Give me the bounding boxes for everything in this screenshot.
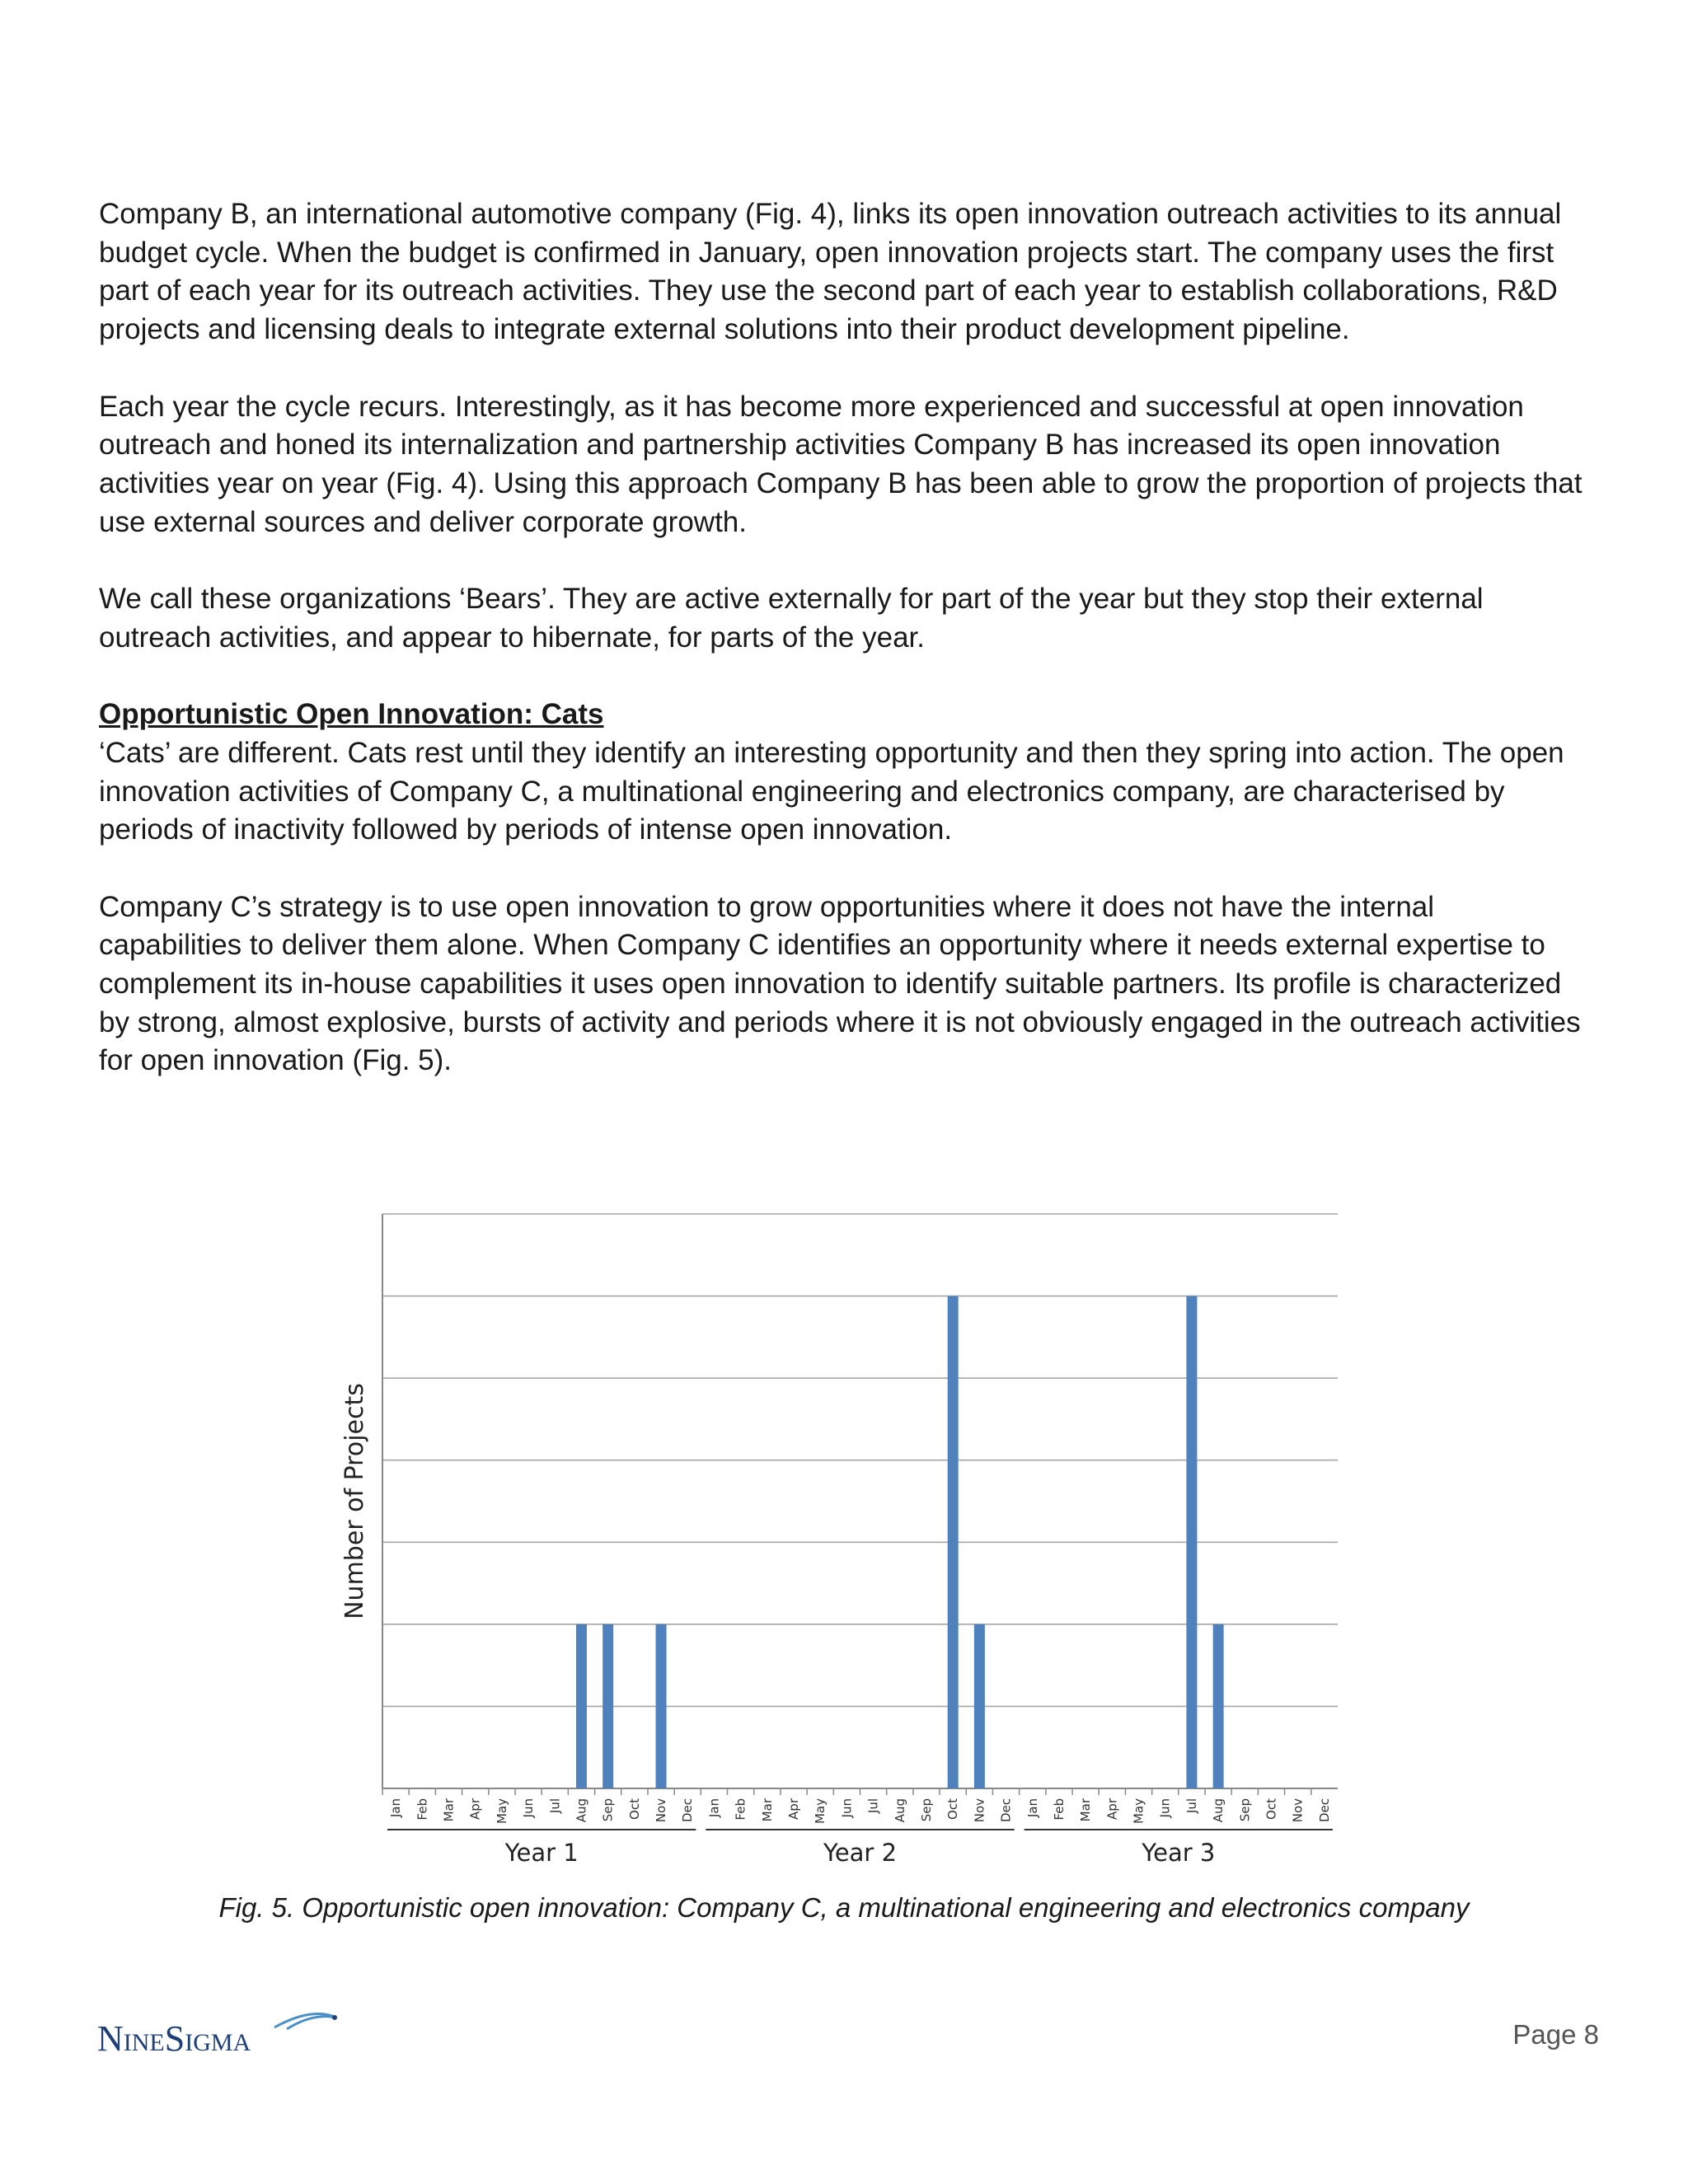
- month-tick-label: Aug: [574, 1798, 589, 1823]
- month-tick-label: Jan: [1025, 1798, 1040, 1818]
- year-group-label: Year 1: [504, 1839, 579, 1867]
- month-tick-label: Oct: [1264, 1798, 1279, 1820]
- logo-swoosh-icon: [274, 2014, 336, 2029]
- projects-bar-chart: [313, 1195, 1385, 1887]
- month-tick-label: Jul: [865, 1798, 881, 1814]
- month-tick-label: Apr: [1104, 1798, 1120, 1820]
- month-tick-label: Aug: [892, 1798, 907, 1823]
- month-tick-label: Dec: [1316, 1798, 1332, 1823]
- month-tick-label: Oct: [945, 1798, 961, 1820]
- paragraph-company-b: Company B, an international automotive company (Fig. 4), links its open innovation outreach activities to its annual budget cycle. When the budget is confirmed in January, open innovation projects start. The company uses the first part of each year for its outreach activities. They use the second part of each year to establish collaborations, R&D projects and licensing deals to integrate external solutions into their product development pipeline.: [99, 198, 1562, 346]
- month-tick-label: Mar: [441, 1798, 457, 1822]
- month-tick-label: May: [494, 1798, 509, 1825]
- month-tick-label: May: [813, 1798, 828, 1825]
- month-tick-label: Sep: [918, 1798, 934, 1822]
- month-tick-label: Oct: [626, 1798, 642, 1820]
- bar: [948, 1296, 959, 1788]
- logo-dot-icon: [332, 2015, 337, 2020]
- bar: [603, 1624, 613, 1788]
- month-tick-label: Aug: [1211, 1798, 1226, 1823]
- month-tick-label: Feb: [733, 1798, 748, 1821]
- paragraph-cycle: Each year the cycle recurs. Interestingly, as it has become more experienced and successful at open innovation outreach and honed its internalization and partnership activities Company B has increased its open innovation activities year on year (Fig. 4). Using this approach Company B has been able to grow the proportion of projects that use external sources and deliver corporate growth.: [99, 390, 1582, 538]
- paragraph-cats: ‘Cats’ are different. Cats rest until they identify an interesting opportunity and then they spring into action. The open innovation activities of Company C, a multinational engineering and electronics company, are characterised by periods of inactivity followed by periods of intense open innovation.: [99, 736, 1564, 846]
- paragraph-company-c: Company C’s strategy is to use open innovation to grow opportunities where it does not have the internal capabilities to deliver them alone. When Company C identifies an opportunity where it needs external expertise to complement its in-house capabilities it uses open innovation to identify suitable partners. Its profile is characterized by strong, almost explosive, bursts of activity and periods where it is not obviously engaged in the outreach activities for open innovation (Fig. 5).: [99, 890, 1581, 1077]
- bar: [974, 1624, 985, 1788]
- month-tick-label: Dec: [998, 1798, 1014, 1823]
- ninesigma-logo: [97, 2003, 345, 2060]
- bar: [656, 1624, 667, 1788]
- month-tick-label: Jun: [521, 1798, 537, 1818]
- month-tick-label: Nov: [654, 1798, 669, 1823]
- paragraph-bears: We call these organizations ‘Bears’. They are active externally for part of the year but they stop their external outreach activities, and appear to hibernate, for parts of the year.: [99, 583, 1484, 654]
- month-tick-label: Jan: [388, 1798, 404, 1818]
- month-tick-label: Jul: [547, 1798, 563, 1814]
- page-number: Page 8: [1512, 2019, 1599, 2050]
- section-heading: Opportunistic Open Innovation: Cats: [99, 698, 604, 731]
- logo-text: NINESIGMA: [97, 2018, 251, 2059]
- month-tick-label: Nov: [972, 1798, 987, 1823]
- bar: [1186, 1296, 1197, 1788]
- month-tick-label: Feb: [415, 1798, 430, 1821]
- month-tick-label: Apr: [786, 1798, 802, 1820]
- month-tick-label: Mar: [759, 1798, 775, 1822]
- figure-caption: Fig. 5. Opportunistic open innovation: Company C, a multinational engineering and electronics company: [218, 1892, 1470, 1923]
- year-group-label: Year 3: [1142, 1839, 1216, 1867]
- month-tick-label: May: [1131, 1798, 1146, 1825]
- month-tick-label: Feb: [1051, 1798, 1067, 1821]
- month-tick-label: Sep: [1237, 1798, 1253, 1822]
- month-tick-label: Nov: [1290, 1798, 1306, 1823]
- month-tick-label: Jul: [1184, 1798, 1199, 1814]
- month-tick-label: Jun: [839, 1798, 855, 1818]
- bar: [1213, 1624, 1224, 1788]
- bar: [576, 1624, 587, 1788]
- month-tick-label: Jan: [706, 1798, 722, 1818]
- year-group-label: Year 2: [823, 1839, 898, 1867]
- month-tick-label: Jun: [1157, 1798, 1173, 1818]
- body-text: [99, 195, 1582, 1119]
- month-tick-label: Sep: [600, 1798, 616, 1822]
- y-axis-label: Number of Projects: [340, 1383, 369, 1619]
- month-tick-label: Dec: [680, 1798, 696, 1823]
- month-tick-label: Apr: [467, 1798, 483, 1820]
- month-tick-label: Mar: [1078, 1798, 1094, 1822]
